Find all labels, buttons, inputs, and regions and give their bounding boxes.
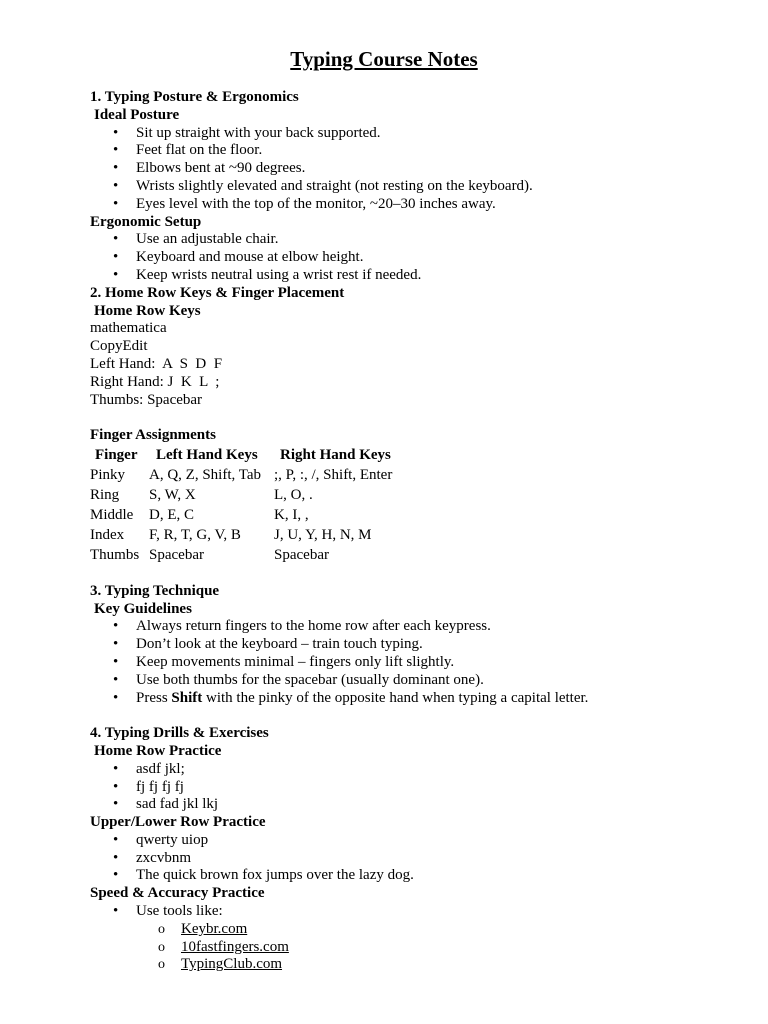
list-item: • Feet flat on the floor. [90, 142, 730, 160]
typingclub-link[interactable]: TypingClub.com [181, 956, 283, 973]
list-item [90, 921, 730, 939]
table-row [90, 465, 392, 485]
keybr-link[interactable]: Keybr.com [181, 920, 248, 937]
table-row [90, 485, 392, 505]
table-cell: Middle [90, 506, 134, 523]
ideal-posture-list [90, 125, 730, 214]
list-item: • asdf jkl; [90, 761, 730, 779]
section-1-heading: 1. Typing Posture & Ergonomics [90, 89, 299, 105]
table-cell: ;, P, :, /, Shift, Enter [274, 466, 393, 483]
section-3-heading: 3. Typing Technique [90, 582, 220, 599]
table-header: Left Hand Keys [156, 446, 258, 463]
list-item: • Elbows bent at ~90 degrees. [90, 160, 730, 178]
home-row-keys-label: Home Row Keys [94, 302, 201, 319]
section-2-heading: 2. Home Row Keys & Finger Placement [90, 284, 345, 301]
list-item: • Eyes level with the top of the monitor, ~20–30 inches away. [90, 196, 730, 214]
list-item: • zxcvbnm [90, 850, 730, 868]
spacer [90, 565, 730, 583]
upper-lower-practice-list [90, 832, 730, 885]
code-lang-label: mathematica [90, 320, 167, 337]
ergonomic-setup-label: Ergonomic Setup [90, 213, 202, 230]
page-title: Typing Course Notes [290, 47, 478, 71]
list-item [90, 690, 730, 708]
table-cell: Pinky [90, 466, 126, 483]
finger-assignments-label: Finger Assignments [90, 427, 216, 444]
list-item: • Wrists slightly elevated and straight (not resting on the keyboard). [90, 178, 730, 196]
ergonomic-setup-list [90, 231, 730, 284]
table-cell: D, E, C [149, 506, 194, 523]
list-item [90, 956, 730, 974]
table-cell: S, W, X [149, 486, 196, 503]
key-guidelines-label: Key Guidelines [94, 600, 192, 617]
finger-assignments-table [90, 445, 392, 565]
section-4-heading: 4. Typing Drills & Exercises [90, 725, 269, 742]
list-item: • Use tools like: [90, 903, 730, 921]
list-item: • Don’t look at the keyboard – train touch typing. [90, 636, 730, 654]
table-cell: Ring [90, 486, 120, 503]
table-header-row [90, 445, 392, 465]
table-cell: K, I, , [274, 506, 309, 523]
list-item: • sad fad jkl lkj [90, 796, 730, 814]
thumbs-line: Thumbs: Spacebar [90, 391, 203, 408]
list-item [90, 939, 730, 957]
key-guidelines-list [90, 618, 730, 707]
list-item: • qwerty uiop [90, 832, 730, 850]
table-cell: Thumbs [90, 546, 140, 563]
list-item: • Always return fingers to the home row after each keypress. [90, 618, 730, 636]
table-cell: F, R, T, G, V, B [149, 526, 241, 543]
speed-accuracy-label: Speed & Accuracy Practice [90, 885, 265, 902]
upper-lower-practice-label: Upper/Lower Row Practice [90, 814, 266, 831]
table-header: Finger [95, 446, 138, 463]
table-cell: Spacebar [149, 546, 204, 563]
home-row-practice-list [90, 761, 730, 814]
list-item: • Use both thumbs for the spacebar (usually dominant one). [90, 672, 730, 690]
table-row [90, 545, 392, 565]
left-hand-line: Left Hand: A S D F [90, 355, 223, 372]
table-cell: Index [90, 526, 125, 543]
list-item: • Use an adjustable chair. [90, 231, 730, 249]
text-run: with the pinky of the opposite hand when typing a capital letter. [202, 689, 589, 706]
list-item: • Keep movements minimal – fingers only lift slightly. [90, 654, 730, 672]
list-item: • fj fj fj fj [90, 779, 730, 797]
10fastfingers-link[interactable]: 10fastfingers.com [181, 938, 289, 955]
shift-key-emphasis: Shift [171, 689, 203, 706]
table-row [90, 505, 392, 525]
table-row [90, 525, 392, 545]
list-item: • Sit up straight with your back supported. [90, 125, 730, 143]
spacer [90, 409, 730, 427]
home-row-practice-label: Home Row Practice [94, 742, 222, 759]
list-item: • Keyboard and mouse at elbow height. [90, 249, 730, 267]
right-hand-line: Right Hand: J K L ; [90, 373, 220, 390]
list-item: • The quick brown fox jumps over the lazy dog. [90, 867, 730, 885]
document-body [90, 89, 730, 974]
spacer [90, 707, 730, 725]
speed-accuracy-list [90, 903, 730, 921]
list-item: • Keep wrists neutral using a wrist rest if needed. [90, 267, 730, 285]
table-header: Right Hand Keys [280, 446, 391, 463]
copy-edit-label: CopyEdit [90, 338, 148, 355]
table-cell: A, Q, Z, Shift, Tab [149, 466, 262, 483]
ideal-posture-label: Ideal Posture [94, 106, 180, 123]
table-cell: L, O, . [274, 486, 313, 503]
text-run: Press [136, 689, 172, 706]
table-cell: J, U, Y, H, N, M [274, 526, 372, 543]
tools-link-list [90, 921, 730, 974]
table-cell: Spacebar [274, 546, 329, 563]
